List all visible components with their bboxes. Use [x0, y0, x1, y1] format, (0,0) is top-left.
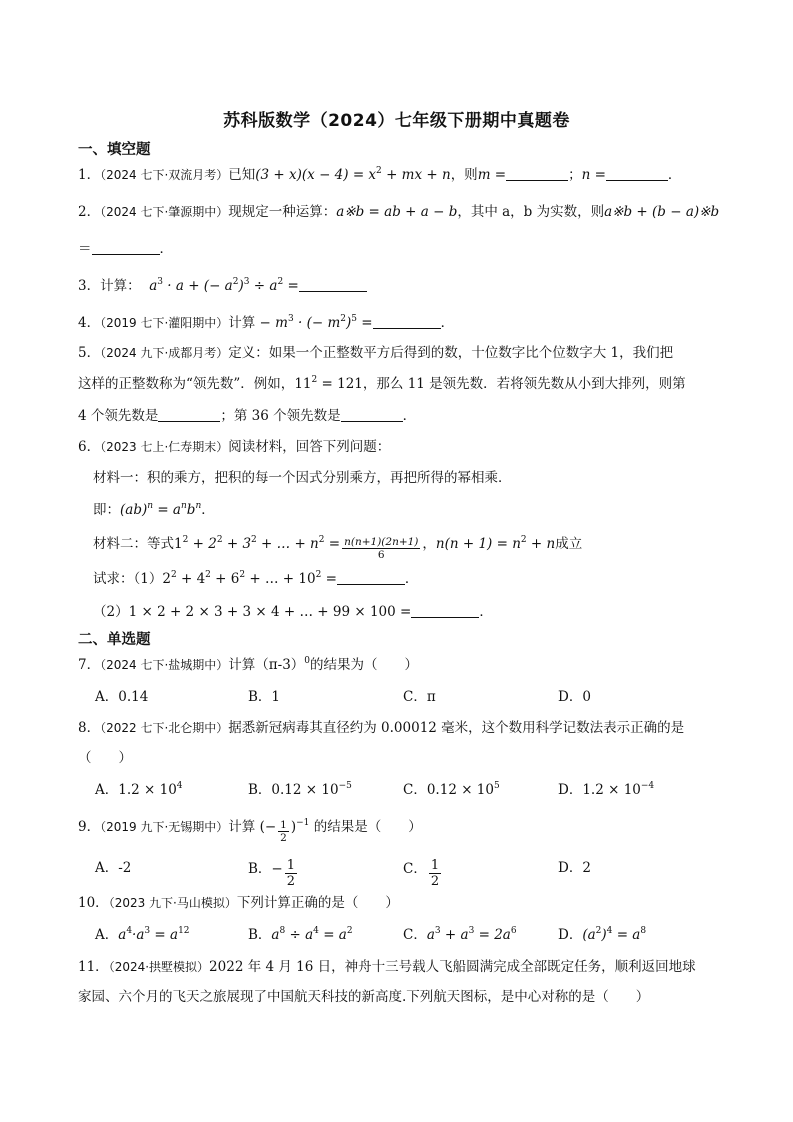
math-part: (a [582, 927, 596, 943]
exponent: 4 [313, 926, 319, 936]
fraction-denominator: 2 [280, 832, 287, 844]
option-value: -2 [118, 860, 132, 876]
math-part: = a [153, 502, 181, 518]
question-6-part-2 [93, 602, 493, 622]
math-expr: 0.12 × 10 [426, 782, 494, 798]
question-number: 11． [78, 959, 109, 975]
question-number: 9． [78, 819, 101, 835]
math-part: (ab) [120, 502, 148, 518]
option-c[interactable] [403, 858, 443, 889]
option-d[interactable] [558, 858, 591, 878]
question-5 [78, 343, 673, 363]
fraction-numerator: 1 [430, 858, 440, 873]
fraction-numerator: n(n+1)(2n+1) [344, 536, 419, 548]
section-single-choice: 二、单选题 [78, 632, 151, 648]
math-part: ÷ a [249, 278, 278, 294]
question-text: ． [404, 571, 419, 587]
math-expr: $11^2 = 121$ [294, 375, 363, 392]
math-expr: m = [477, 167, 507, 183]
math-part: a [118, 927, 127, 943]
math-expr: 1 × 2 + 2 × 3 + 3 × 4 + … + 99 × 100 = [128, 604, 412, 620]
material-1: 材料一：积的乘方，把积的每一个因式分别乘方，再把所得的幂相乘． [93, 470, 512, 486]
option-a[interactable] [95, 780, 183, 800]
question-3 [78, 276, 367, 296]
math-part: = [283, 278, 299, 294]
question-text: ；第 36 个领先数是 [220, 408, 341, 424]
math-part: = [324, 536, 341, 552]
question-text: 已知 [228, 167, 256, 183]
question-text: 阅读材料，回答下列问题： [228, 439, 391, 455]
math-part: ) [290, 819, 297, 835]
question-6-part-1 [93, 569, 418, 589]
question-text: 据悉新冠病毒其直径约为 0.00012 毫米，这个数用科学记数法表示正确的是 [228, 720, 685, 736]
question-text: ， [422, 536, 436, 552]
math-part: = [357, 315, 373, 331]
math-expr: a※b + (b − a)※b [604, 204, 720, 220]
option-b[interactable]: B．1 [248, 689, 281, 705]
math-expr: n = [581, 167, 606, 183]
math-expr: $(ab)^n = a^nb^n$ [120, 501, 202, 518]
exponent: 3 [144, 926, 151, 936]
math-expr: $n(n + 1) = n^2 + n$ [435, 535, 556, 552]
math-expr [427, 927, 517, 943]
question-text: ，那么 11 是领先数．若将领先数从小到大排列，则第 [362, 376, 686, 392]
question-source: （2024 七下·双流月考） [100, 168, 229, 182]
math-part: + mx + n [381, 167, 451, 183]
answer-blank[interactable] [373, 314, 441, 329]
math-part: ) [601, 927, 607, 943]
question-source: （2023 九下·马山模拟） [108, 896, 237, 910]
option-label: D． [558, 927, 583, 943]
option-label: C． [403, 927, 427, 943]
math-part: = a [612, 927, 641, 943]
math-part: = [321, 571, 337, 587]
math-part: = a [318, 927, 347, 943]
math-part: a [149, 278, 158, 294]
question-source: （2024 七下·肇源期中） [100, 205, 229, 219]
question-4 [78, 313, 454, 333]
question-text: （2） [93, 604, 129, 620]
math-expr [259, 818, 310, 844]
question-source: （2023 七上·仁寿期末） [100, 440, 229, 454]
exponent: 0 [304, 656, 311, 666]
question-text: ，则 [450, 167, 478, 183]
question-text: 这样的正整数称为“领先数”．例如， [78, 376, 295, 392]
option-c[interactable] [403, 780, 500, 800]
question-text: 的结果是（ ） [313, 819, 422, 835]
exponent: 6 [510, 926, 517, 936]
math-part: + a [440, 927, 469, 943]
section-fill-blank: 一、填空题 [78, 142, 151, 158]
math-part: + 4 [176, 571, 206, 587]
math-expr: − $m^3$ · (− $m^2)^5$ = [255, 314, 373, 331]
material-2 [93, 534, 582, 561]
question-number: 3． [78, 278, 101, 294]
option-label: A． [95, 927, 119, 943]
math-part: · (− m [293, 315, 341, 331]
exponent: 4 [176, 781, 183, 791]
math-part: a [271, 927, 280, 943]
math-part: ÷ a [285, 927, 314, 943]
math-part: + 6 [210, 571, 240, 587]
option-label: D． [558, 782, 583, 798]
exponent: 8 [640, 926, 647, 936]
question-text: 试求：（1） [93, 571, 163, 587]
answer-blank-4th[interactable] [158, 407, 220, 422]
material-1-formula [93, 500, 215, 520]
fraction [342, 536, 420, 561]
math-part: − m [255, 315, 288, 331]
fraction-denominator: 2 [430, 874, 440, 889]
question-number: 5． [78, 345, 101, 361]
question-text: ． [201, 502, 215, 518]
math-part: = 121 [317, 376, 363, 392]
option-d[interactable] [558, 925, 646, 945]
question-number: 1． [78, 167, 101, 183]
question-source: （2019 七下·灌阳期中） [100, 316, 229, 330]
option-sign: − [271, 861, 283, 877]
question-text: ； [568, 167, 582, 183]
fraction-numerator: 1 [286, 858, 296, 873]
answer-blank-36th[interactable] [341, 407, 403, 422]
question-text: 材料二：等式 [93, 536, 174, 552]
math-part: ) [345, 315, 352, 331]
answer-blank[interactable] [92, 240, 160, 255]
question-11-cont: 家园、六个月的飞天之旅展现了中国航天科技的新高度.下列航天图标，是中心对称的是（ ） [78, 989, 650, 1005]
math-part: b [186, 502, 196, 518]
exponent: 4 [606, 926, 613, 936]
question-5-cont2 [78, 406, 416, 426]
option-label: D． [558, 860, 583, 876]
question-text: ． [440, 315, 455, 331]
fraction [278, 819, 289, 844]
question-source: （2024 九下·成都月考） [100, 346, 229, 360]
option-label: B． [248, 927, 272, 943]
option-a[interactable] [95, 858, 131, 878]
math-part: · a + (− a [162, 278, 233, 294]
exponent: 4 [126, 926, 133, 936]
exponent: 3 [434, 926, 441, 936]
math-expr: $a^3 \cdot a$ + (− $a^2)^3 \div a^2$ = [149, 277, 299, 294]
math-part: + 3 [222, 536, 252, 552]
question-text: 成立 [555, 536, 583, 552]
question-9 [78, 817, 422, 844]
math-expr [271, 927, 352, 943]
math-part: = 2a [474, 927, 511, 943]
question-number: 2． [78, 204, 101, 220]
math-expr: 0.12 × 10 [271, 782, 339, 798]
option-label: B． [248, 861, 272, 877]
question-text: 计算 [228, 819, 256, 835]
math-part: 1 [174, 536, 183, 552]
question-text: 2022 年 4 月 16 日，神舟十三号载人飞船圆满完成全部既定任务，顺利返回地球 [209, 959, 696, 975]
fraction [285, 858, 297, 889]
math-part: + 2 [188, 536, 217, 552]
fraction [429, 858, 441, 889]
option-a[interactable]: A．0.14 [95, 689, 149, 705]
question-source: （2019 九下·无锡期中） [100, 820, 229, 834]
math-expr: $(3 + x)(x - 4) = x^2$ + mx + n [255, 166, 451, 183]
question-source: （2022 七下·北仑期中） [100, 721, 229, 735]
math-part: + n [526, 536, 556, 552]
math-part: 2 [162, 571, 171, 587]
option-value: 2 [582, 860, 591, 876]
option-d[interactable]: D．0 [558, 689, 591, 705]
question-text: 现规定一种运算： [228, 204, 337, 220]
math-part: = a [150, 927, 179, 943]
question-text: 的结果为（ ） [310, 657, 419, 673]
option-c[interactable]: C．π [403, 689, 436, 705]
answer-blank[interactable] [299, 277, 367, 292]
option-label: B． [248, 782, 272, 798]
math-part: (3 + x)(x − 4) = x [255, 167, 377, 183]
exponent: 5 [493, 781, 500, 791]
question-text: 计算 [228, 315, 256, 331]
option-b[interactable] [248, 925, 353, 945]
fraction-denominator: 6 [377, 549, 385, 561]
math-expr: $2^2 + 4^2 + 6^2$ + … + $10^2$ = [162, 570, 337, 587]
question-text: 4 个领先数是 [78, 408, 159, 424]
page-title: 苏科版数学（2024）七年级下册期中真题卷 [223, 111, 570, 131]
question-7 [78, 655, 418, 675]
exponent: 12 [178, 926, 190, 936]
exponent: 2 [595, 926, 602, 936]
question-1 [78, 165, 681, 185]
question-number: 6． [78, 439, 101, 455]
question-10 [78, 893, 399, 913]
question-text: 即： [93, 502, 120, 518]
math-expr [582, 927, 646, 943]
math-expr [118, 927, 189, 943]
math-part: 11 [294, 376, 312, 392]
option-b[interactable] [248, 858, 299, 889]
question-text: ． [402, 408, 417, 424]
answer-blank-part1[interactable] [337, 570, 405, 585]
question-2-cont [78, 239, 173, 259]
option-b[interactable] [248, 780, 352, 800]
question-source: （2024·拱墅模拟） [108, 960, 210, 974]
exponent: 8 [279, 926, 286, 936]
fraction-numerator: 1 [280, 819, 287, 831]
math-expr: $1^2 + 2^2 + 3^2$ + … + $n^2$ = $\frac{n(n+1)(2n+1)}{6}$ [174, 535, 419, 561]
math-part: ) [238, 278, 244, 294]
option-c[interactable] [403, 925, 517, 945]
option-label: C． [403, 782, 427, 798]
question-6 [78, 437, 390, 457]
option-label: A． [95, 782, 119, 798]
question-number: 4． [78, 315, 101, 331]
option-d[interactable] [558, 780, 654, 800]
question-number: 7． [78, 657, 101, 673]
question-text: 下列计算正确的是（ ） [236, 895, 399, 911]
exponent: −4 [640, 781, 655, 791]
answer-blank-n[interactable] [606, 166, 668, 181]
question-text: 计算（π-3） [228, 657, 305, 673]
option-label: C． [403, 861, 427, 877]
question-text: 计算： [100, 278, 141, 294]
question-source: （2024 七下·盐城期中） [100, 658, 229, 672]
question-5-cont [78, 374, 686, 394]
math-part: n(n + 1) = n [435, 536, 521, 552]
exponent: 2 [346, 926, 353, 936]
exponent: −1 [296, 818, 310, 828]
question-number: 8． [78, 720, 101, 736]
math-part: + … + n [256, 536, 319, 552]
question-8-cont: （ ） [78, 750, 132, 766]
question-text: ． [159, 241, 173, 257]
question-text: ，其中 a，b 为实数，则 [457, 204, 605, 220]
answer-blank-part2[interactable] [411, 603, 479, 618]
math-expr: 1.2 × 10 [582, 782, 641, 798]
math-part: ·a [132, 927, 145, 943]
math-part: (− [259, 819, 277, 835]
question-text: ＝ [78, 241, 92, 257]
exponent: 3 [468, 926, 475, 936]
math-expr: 1.2 × 10 [118, 782, 177, 798]
math-expr: a※b = ab + a − b [336, 204, 458, 220]
question-11 [78, 957, 696, 977]
fraction-denominator: 2 [286, 874, 296, 889]
question-text: ． [479, 604, 493, 620]
answer-blank-m[interactable] [506, 166, 568, 181]
question-text: 定义：如果一个正整数平方后得到的数，十位数字比个位数字大 1，我们把 [228, 345, 674, 361]
question-number: 10． [78, 895, 109, 911]
option-label: A． [95, 860, 119, 876]
math-part: + … + 10 [245, 571, 316, 587]
math-part: a [426, 927, 435, 943]
question-text: ． [667, 167, 682, 183]
question-2 [78, 202, 719, 222]
question-8 [78, 718, 684, 738]
option-a[interactable] [95, 925, 190, 945]
exponent: −5 [338, 781, 352, 791]
